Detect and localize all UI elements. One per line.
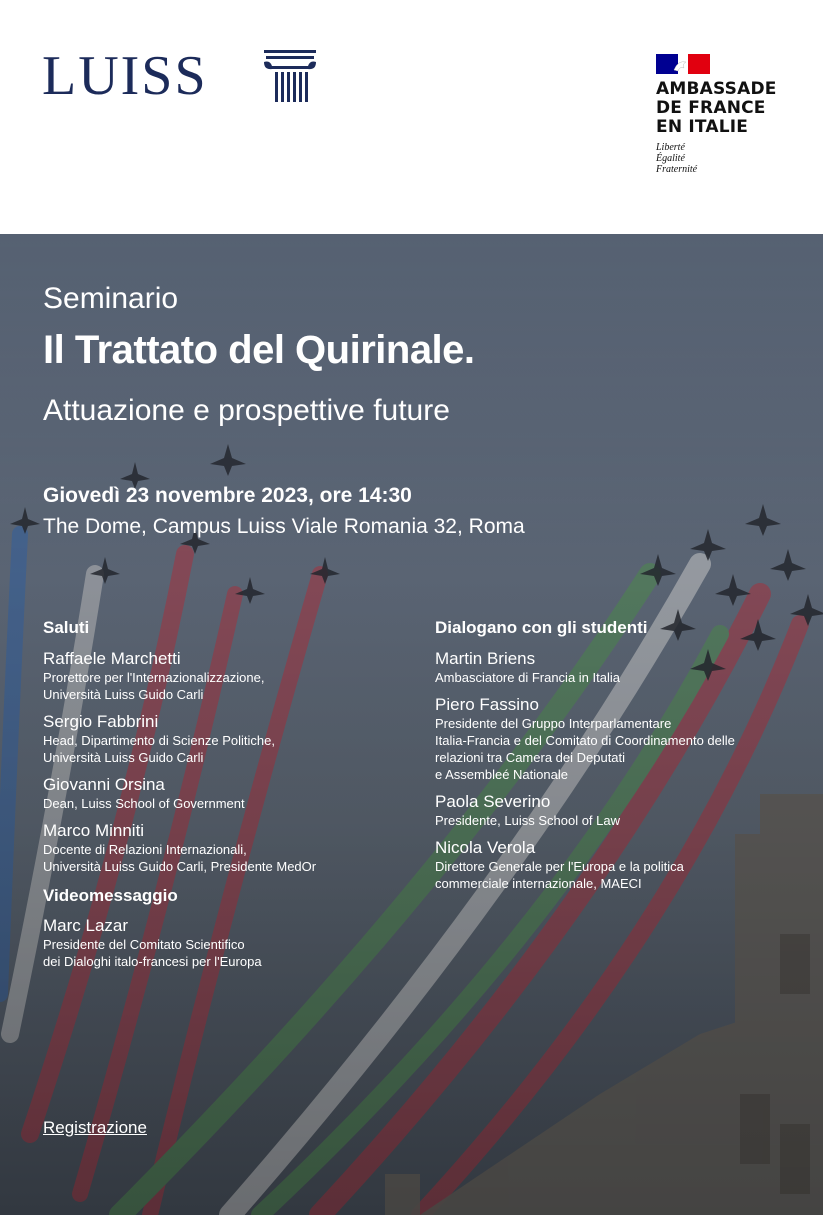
hero-section xyxy=(0,234,823,1215)
section-heading-saluti: Saluti xyxy=(43,618,90,637)
speaker-name: Marc Lazar xyxy=(43,916,129,935)
motto-line: Égalité xyxy=(656,153,685,164)
speaker-role: Dean, Luiss School of Government xyxy=(43,796,245,811)
event-kicker: Seminario xyxy=(43,282,179,315)
event-subtitle: Attuazione e prospettive future xyxy=(43,394,450,427)
header xyxy=(0,0,823,234)
registration-link[interactable]: Registrazione xyxy=(43,1118,147,1137)
speaker-role: Presidente, Luiss School of Law xyxy=(435,813,620,828)
speaker-block xyxy=(43,649,316,703)
section-heading-videomessaggio: Videomessaggio xyxy=(43,886,178,905)
left-column xyxy=(43,618,316,970)
embassy-motto xyxy=(656,142,796,175)
speaker-role: relazioni tra Camera dei Deputati xyxy=(435,750,626,765)
speaker-role: Università Luiss Guido Carli, Presidente MedOr xyxy=(43,859,317,874)
speaker-role: e Assembleé Nationale xyxy=(435,767,568,782)
motto-line: Fraternité xyxy=(656,164,698,175)
speaker-block xyxy=(435,649,735,686)
speaker-name: Raffaele Marchetti xyxy=(43,649,181,668)
speaker-block xyxy=(43,821,316,875)
speaker-name: Marco Minniti xyxy=(43,821,145,840)
speaker-role: Ambasciatore di Francia in Italia xyxy=(435,670,620,685)
event-venue: The Dome, Campus Luiss Viale Romania 32, Roma xyxy=(43,515,525,538)
speaker-role: Presidente del Comitato Scientifico xyxy=(43,937,245,952)
speaker-block xyxy=(435,838,735,892)
speaker-role: commerciale internazionale, MAECI xyxy=(435,876,642,891)
speaker-block xyxy=(43,712,316,766)
embassy-line: DE FRANCE xyxy=(656,98,766,118)
column-icon xyxy=(262,50,318,102)
speaker-name: Piero Fassino xyxy=(435,695,539,714)
speaker-block xyxy=(435,695,735,783)
speaker-name: Paola Severino xyxy=(435,792,551,811)
speaker-role: Presidente del Gruppo Interparlamentare xyxy=(435,716,672,731)
embassy-line: AMBASSADE xyxy=(656,79,777,99)
speaker-role: Università Luiss Guido Carli xyxy=(43,750,204,765)
speaker-name: Sergio Fabbrini xyxy=(43,712,159,731)
marianne-flag-icon xyxy=(656,54,710,74)
embassy-logo xyxy=(656,54,796,175)
speaker-block xyxy=(435,792,735,829)
speaker-block xyxy=(43,916,316,970)
luiss-logo: LUISS xyxy=(42,45,208,107)
speaker-name: Martin Briens xyxy=(435,649,536,668)
speaker-role: Docente di Relazioni Internazionali, xyxy=(43,842,247,857)
embassy-line: EN ITALIE xyxy=(656,117,749,137)
speaker-name: Giovanni Orsina xyxy=(43,775,165,794)
speaker-role: dei Dialoghi italo-francesi per l'Europa xyxy=(43,954,262,969)
event-title: Il Trattato del Quirinale. xyxy=(43,328,475,372)
speaker-role: Direttore Generale per l'Europa e la politica xyxy=(435,859,684,874)
speaker-role: Università Luiss Guido Carli xyxy=(43,687,204,702)
motto-line: Liberté xyxy=(656,142,685,153)
speaker-role: Italia-Francia e del Comitato di Coordinamento delle xyxy=(435,733,735,748)
embassy-name xyxy=(656,80,796,137)
event-date: Giovedì 23 novembre 2023, ore 14:30 xyxy=(43,484,412,507)
speaker-role: Head, Dipartimento di Scienze Politiche, xyxy=(43,733,275,748)
right-column xyxy=(435,618,735,892)
speaker-role: Prorettore per l'Internazionalizzazione, xyxy=(43,670,265,685)
speaker-name: Nicola Verola xyxy=(435,838,536,857)
speaker-block xyxy=(43,775,316,812)
section-heading-dialogano: Dialogano con gli studenti xyxy=(435,618,648,637)
